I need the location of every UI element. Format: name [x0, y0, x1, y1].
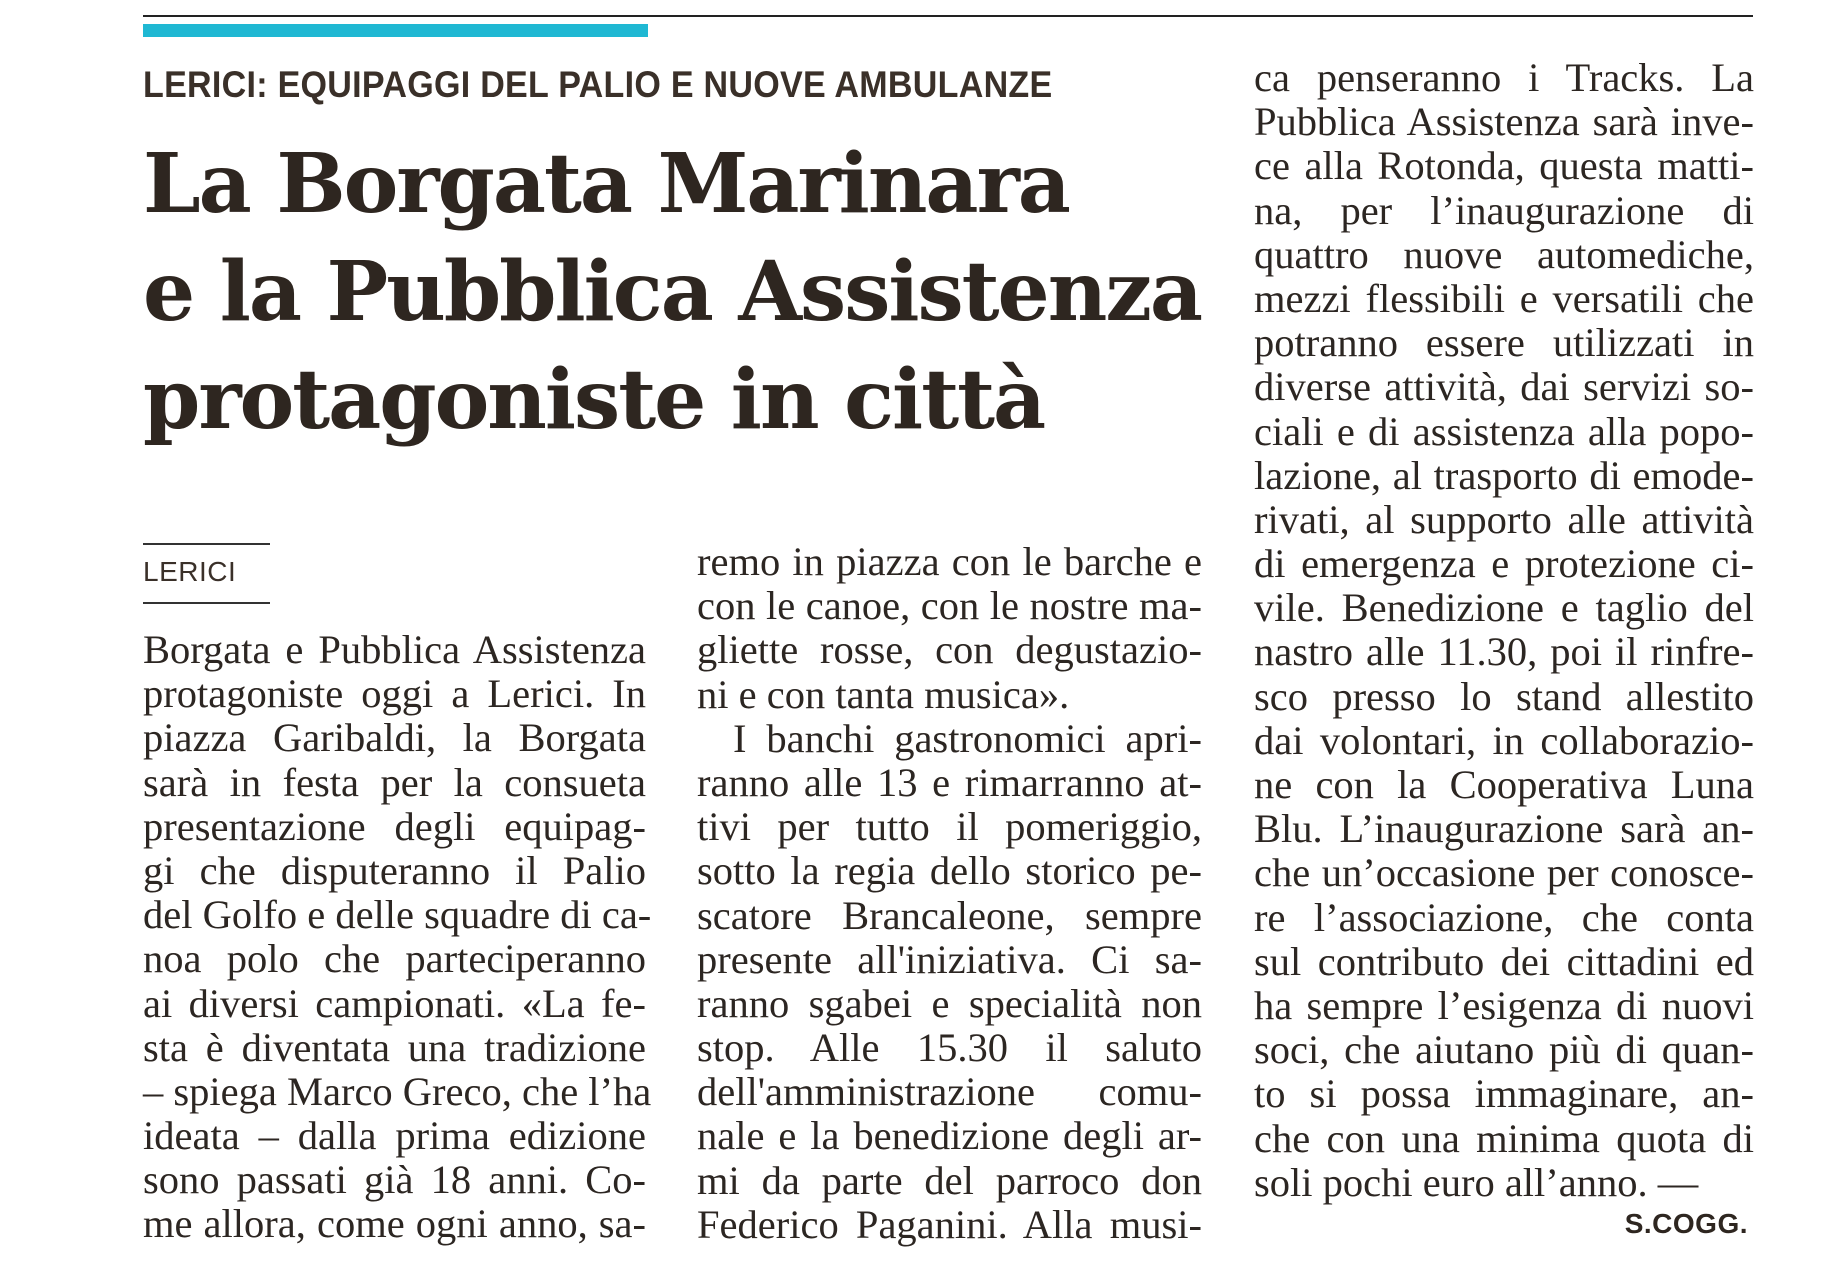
text-line: soli pochi euro all’anno. — [1254, 1159, 1699, 1205]
text-line: sco presso lo stand allestito [1254, 673, 1754, 719]
text-line: sono passati già 18 anni. Co- [143, 1157, 646, 1203]
text-line: ni e con tanta musica». [697, 671, 1070, 717]
text-line: to si possa immaginare, an- [1254, 1071, 1754, 1117]
text-line: re l’associazione, che conta [1254, 894, 1754, 940]
text-line: ce alla Rotonda, questa matti- [1254, 143, 1754, 189]
text-line: di emergenza e protezione ci- [1254, 541, 1754, 587]
text-line: gi che disputeranno il Palio [143, 847, 646, 893]
text-line: sarà in festa per la consueta [143, 759, 646, 805]
text-line: ranno alle 13 e rimarranno at- [697, 759, 1202, 805]
text-line: ciali e di assistenza alla popo- [1254, 408, 1754, 454]
text-line: nastro alle 11.30, poi il rinfre- [1254, 629, 1754, 675]
text-line: del Golfo e delle squadre di ca- [143, 892, 652, 938]
headline-line: e la Pubblica Assistenza [143, 244, 1202, 340]
text-line: nale e la benedizione degli ar- [697, 1113, 1202, 1159]
headline-line: protagoniste in città [143, 352, 1045, 448]
text-line: dai volontari, in collaborazio- [1254, 717, 1754, 763]
dateline-rule-bottom [143, 602, 270, 604]
text-line: dell'amministrazione comu- [697, 1069, 1202, 1115]
dateline-rule-top [143, 543, 270, 545]
text-line: quattro nuove automediche, [1254, 231, 1754, 277]
text-line: mi da parte del parroco don [697, 1157, 1202, 1203]
text-line: ca penseranno i Tracks. La [1254, 55, 1754, 100]
text-line: rivati, al supporto alle attività [1254, 496, 1754, 542]
text-line: lazione, al trasporto di emode- [1254, 452, 1754, 498]
text-line: sta è diventata una tradizione [143, 1024, 646, 1070]
text-line: stop. Alle 15.30 il saluto [697, 1025, 1202, 1071]
kicker: LERICI: EQUIPAGGI DEL PALIO E NUOVE AMBULANZE [143, 64, 1053, 105]
text-line: presente all'iniziativa. Ci sa- [697, 936, 1202, 982]
text-line: sotto la regia dello storico pe- [697, 848, 1202, 894]
article-column-3 [1254, 56, 1754, 1205]
accent-bar [143, 24, 648, 37]
text-line: protagoniste oggi a Lerici. In [143, 671, 646, 717]
text-line: piazza Garibaldi, la Borgata [143, 715, 646, 761]
text-line: potranno essere utilizzati in [1254, 320, 1754, 366]
dateline: LERICI [143, 556, 237, 587]
headline-line: La Borgata Marinara [143, 136, 1069, 232]
text-line: diverse attività, dai servizi so- [1254, 364, 1754, 410]
text-line: soci, che aiutano più di quan- [1254, 1027, 1754, 1073]
text-line: tivi per tutto il pomeriggio, [697, 804, 1202, 850]
text-line: sul contributo dei cittadini ed [1254, 938, 1754, 984]
text-line: na, per l’inaugurazione di [1254, 187, 1754, 233]
text-line: gliette rosse, con degustazio- [697, 627, 1202, 673]
text-line: presentazione degli equipag- [143, 803, 646, 849]
text-line: remo in piazza con le barche e [697, 539, 1202, 584]
text-line: ideata – dalla prima edizione [143, 1113, 646, 1159]
text-line: ranno sgabei e specialità non [697, 980, 1202, 1026]
top-rule [143, 15, 1753, 17]
text-line: ai diversi campionati. «La fe- [143, 980, 646, 1026]
text-line: che con una minima quota di [1254, 1115, 1754, 1161]
text-line: noa polo che parteciperanno [143, 936, 646, 982]
text-line: scatore Brancaleone, sempre [697, 892, 1202, 938]
text-line: con le canoe, con le nostre ma- [697, 583, 1202, 629]
article-column-2 [697, 540, 1202, 1247]
text-line: – spiega Marco Greco, che l’ha [143, 1068, 652, 1114]
text-line: mezzi flessibili e versatili che [1254, 275, 1754, 321]
text-line: Blu. L’inaugurazione sarà an- [1254, 806, 1754, 852]
article-column-1 [143, 627, 652, 1247]
text-line: me allora, come ogni anno, sa- [143, 1201, 646, 1247]
author-signature: S.COGG. [1624, 1208, 1748, 1239]
text-line: Borgata e Pubblica Assistenza [143, 627, 646, 672]
text-line: vile. Benedizione e taglio del [1254, 585, 1754, 631]
text-line: ha sempre l’esigenza di nuovi [1254, 982, 1754, 1028]
text-line: Pubblica Assistenza sarà inve- [1254, 99, 1754, 145]
text-line: ne con la Cooperativa Luna [1254, 762, 1754, 807]
headline [143, 130, 1203, 454]
text-line: I banchi gastronomici apri- [733, 715, 1202, 761]
text-line: Federico Paganini. Alla musi- [697, 1201, 1202, 1247]
text-line: che un’occasione per conosce- [1254, 850, 1754, 896]
